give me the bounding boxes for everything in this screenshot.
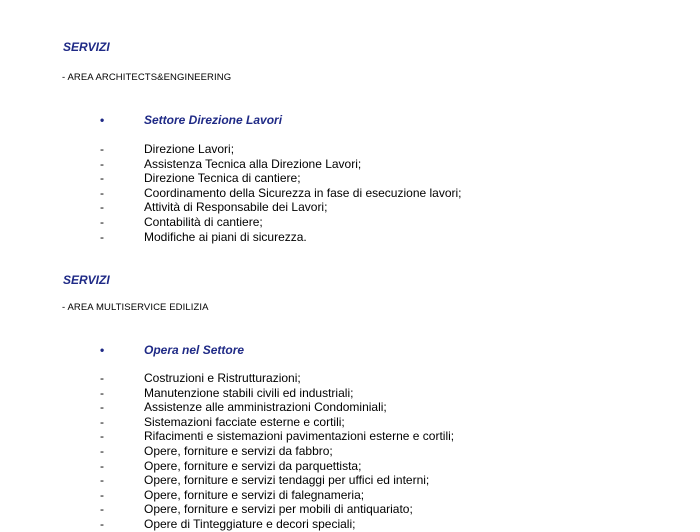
section2-area: - AREA MULTISERVICE EDILIZIA xyxy=(62,302,209,313)
dash-marker: - xyxy=(100,414,104,429)
dash-marker: - xyxy=(100,516,104,531)
list-item xyxy=(100,171,462,186)
section1-list xyxy=(100,142,462,244)
bullet-icon: • xyxy=(100,343,105,357)
list-item-text: Assistenza Tecnica alla Direzione Lavori; xyxy=(144,156,362,171)
list-item-text: Costruzioni e Ristrutturazioni; xyxy=(144,371,301,385)
list-item xyxy=(100,215,462,230)
dash-marker: - xyxy=(100,400,104,415)
dash-marker: - xyxy=(100,142,104,156)
list-item xyxy=(100,517,454,532)
list-item-text: Opere, forniture e servizi tendaggi per uffici ed interni; xyxy=(144,473,430,488)
list-item-text: Opere, forniture e servizi da fabbro; xyxy=(144,443,333,458)
section1-area: - AREA ARCHITECTS&ENGINEERING xyxy=(62,72,232,83)
bullet-icon: • xyxy=(100,113,105,127)
list-item-text: Sistemazioni facciate esterne e cortili; xyxy=(144,414,345,429)
section1-heading: SERVIZI xyxy=(63,40,110,54)
dash-marker: - xyxy=(100,487,104,502)
dash-marker: - xyxy=(100,443,104,458)
list-item-text: Assistenze alle amministrazioni Condominiali; xyxy=(144,400,387,415)
list-item xyxy=(100,186,462,201)
list-item-text: Opere, forniture e servizi di falegnameria; xyxy=(144,487,365,502)
list-item-text: Opere, forniture e servizi da parquettista; xyxy=(144,458,362,473)
dash-marker: - xyxy=(100,385,104,400)
list-item xyxy=(100,459,454,474)
list-item xyxy=(100,400,454,415)
section1-subsection-title xyxy=(100,113,282,127)
dash-marker: - xyxy=(100,214,104,229)
dash-marker: - xyxy=(100,185,104,200)
list-item-text: Direzione Tecnica di cantiere; xyxy=(144,171,301,186)
subsection-title-text: Settore Direzione Lavori xyxy=(144,113,283,127)
section2-list xyxy=(100,371,454,532)
list-item-text: Coordinamento della Sicurezza in fase di esecuzione lavori; xyxy=(144,185,462,200)
list-item-text: Opere di Tinteggiature e decori speciali; xyxy=(144,516,356,531)
dash-marker: - xyxy=(100,171,104,186)
dash-marker: - xyxy=(100,458,104,473)
dash-marker: - xyxy=(100,429,104,444)
list-item xyxy=(100,157,462,172)
list-item xyxy=(100,142,462,157)
list-item xyxy=(100,473,454,488)
dash-marker: - xyxy=(100,473,104,488)
list-item-text: Manutenzione stabili civili ed industriali; xyxy=(144,385,354,400)
list-item-text: Rifacimenti e sistemazioni pavimentazioni esterne e cortili; xyxy=(144,429,455,444)
dash-marker: - xyxy=(100,156,104,171)
list-item xyxy=(100,230,462,245)
list-item-text: Opere, forniture e servizi per mobili di antiquariato; xyxy=(144,502,413,517)
section2-subsection-title xyxy=(100,343,244,357)
subsection-title-text: Opera nel Settore xyxy=(144,343,245,357)
list-item-text: Contabilità di cantiere; xyxy=(144,214,263,229)
list-item xyxy=(100,488,454,503)
list-item xyxy=(100,371,454,386)
list-item xyxy=(100,386,454,401)
list-item xyxy=(100,502,454,517)
list-item-text: Modifiche ai piani di sicurezza. xyxy=(144,229,307,244)
list-item xyxy=(100,429,454,444)
section2-heading: SERVIZI xyxy=(63,273,110,287)
list-item-text: Direzione Lavori; xyxy=(144,142,235,156)
dash-marker: - xyxy=(100,371,104,385)
dash-marker: - xyxy=(100,229,104,244)
list-item xyxy=(100,444,454,459)
list-item xyxy=(100,200,462,215)
list-item xyxy=(100,415,454,430)
list-item-text: Attività di Responsabile dei Lavori; xyxy=(144,200,328,215)
dash-marker: - xyxy=(100,200,104,215)
dash-marker: - xyxy=(100,502,104,517)
